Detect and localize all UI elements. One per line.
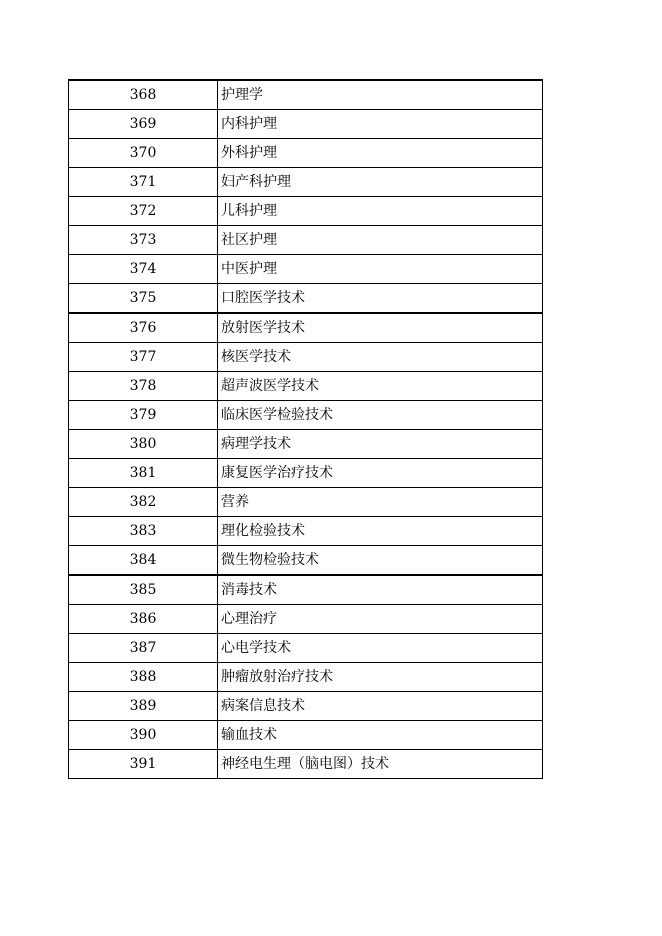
row-number-cell: 383 (69, 517, 218, 546)
specialty-name-cell: 营养 (218, 488, 543, 517)
row-number-cell: 374 (69, 255, 218, 284)
table-row (69, 401, 543, 430)
row-number-cell: 382 (69, 488, 218, 517)
row-number-cell: 387 (69, 634, 218, 663)
row-number-cell: 368 (69, 80, 218, 110)
row-number-cell: 389 (69, 692, 218, 721)
specialty-name-cell: 妇产科护理 (218, 168, 543, 197)
table-row (69, 226, 543, 255)
specialty-name-cell: 内科护理 (218, 110, 543, 139)
table-row (69, 721, 543, 750)
table-row (69, 517, 543, 546)
table-row (69, 372, 543, 401)
specialty-name-cell: 消毒技术 (218, 575, 543, 605)
table-row (69, 488, 543, 517)
row-number-cell: 372 (69, 197, 218, 226)
specialty-name-cell: 神经电生理（脑电图）技术 (218, 750, 543, 779)
row-number-cell: 390 (69, 721, 218, 750)
specialty-name-cell: 康复医学治疗技术 (218, 459, 543, 488)
row-number-cell: 370 (69, 139, 218, 168)
specialty-name-cell: 病案信息技术 (218, 692, 543, 721)
specialty-name-cell: 心电学技术 (218, 634, 543, 663)
specialty-name-cell: 社区护理 (218, 226, 543, 255)
table-row (69, 663, 543, 692)
row-number-cell: 379 (69, 401, 218, 430)
table-row (69, 343, 543, 372)
specialty-name-cell: 儿科护理 (218, 197, 543, 226)
table-row (69, 284, 543, 314)
table-row (69, 168, 543, 197)
specialty-name-cell: 外科护理 (218, 139, 543, 168)
row-number-cell: 371 (69, 168, 218, 197)
specialty-name-cell: 病理学技术 (218, 430, 543, 459)
specialty-table (68, 79, 543, 779)
specialty-table-body (69, 80, 543, 779)
table-row (69, 605, 543, 634)
table-row (69, 139, 543, 168)
table-row (69, 313, 543, 343)
table-row (69, 430, 543, 459)
row-number-cell: 386 (69, 605, 218, 634)
row-number-cell: 388 (69, 663, 218, 692)
table-row (69, 692, 543, 721)
specialty-name-cell: 微生物检验技术 (218, 546, 543, 576)
specialty-name-cell: 核医学技术 (218, 343, 543, 372)
specialty-name-cell: 心理治疗 (218, 605, 543, 634)
table-row (69, 80, 543, 110)
row-number-cell: 384 (69, 546, 218, 576)
specialty-name-cell: 临床医学检验技术 (218, 401, 543, 430)
table-row (69, 197, 543, 226)
specialty-name-cell: 肿瘤放射治疗技术 (218, 663, 543, 692)
table-row (69, 575, 543, 605)
specialty-name-cell: 放射医学技术 (218, 313, 543, 343)
row-number-cell: 373 (69, 226, 218, 255)
row-number-cell: 380 (69, 430, 218, 459)
specialty-name-cell: 超声波医学技术 (218, 372, 543, 401)
table-row (69, 255, 543, 284)
row-number-cell: 378 (69, 372, 218, 401)
table-row (69, 750, 543, 779)
specialty-name-cell: 护理学 (218, 80, 543, 110)
specialty-name-cell: 输血技术 (218, 721, 543, 750)
table-row (69, 110, 543, 139)
row-number-cell: 391 (69, 750, 218, 779)
row-number-cell: 375 (69, 284, 218, 314)
row-number-cell: 381 (69, 459, 218, 488)
row-number-cell: 385 (69, 575, 218, 605)
specialty-name-cell: 中医护理 (218, 255, 543, 284)
row-number-cell: 369 (69, 110, 218, 139)
table-row (69, 634, 543, 663)
specialty-name-cell: 理化检验技术 (218, 517, 543, 546)
table-row (69, 546, 543, 576)
row-number-cell: 376 (69, 313, 218, 343)
specialty-name-cell: 口腔医学技术 (218, 284, 543, 314)
row-number-cell: 377 (69, 343, 218, 372)
table-row (69, 459, 543, 488)
